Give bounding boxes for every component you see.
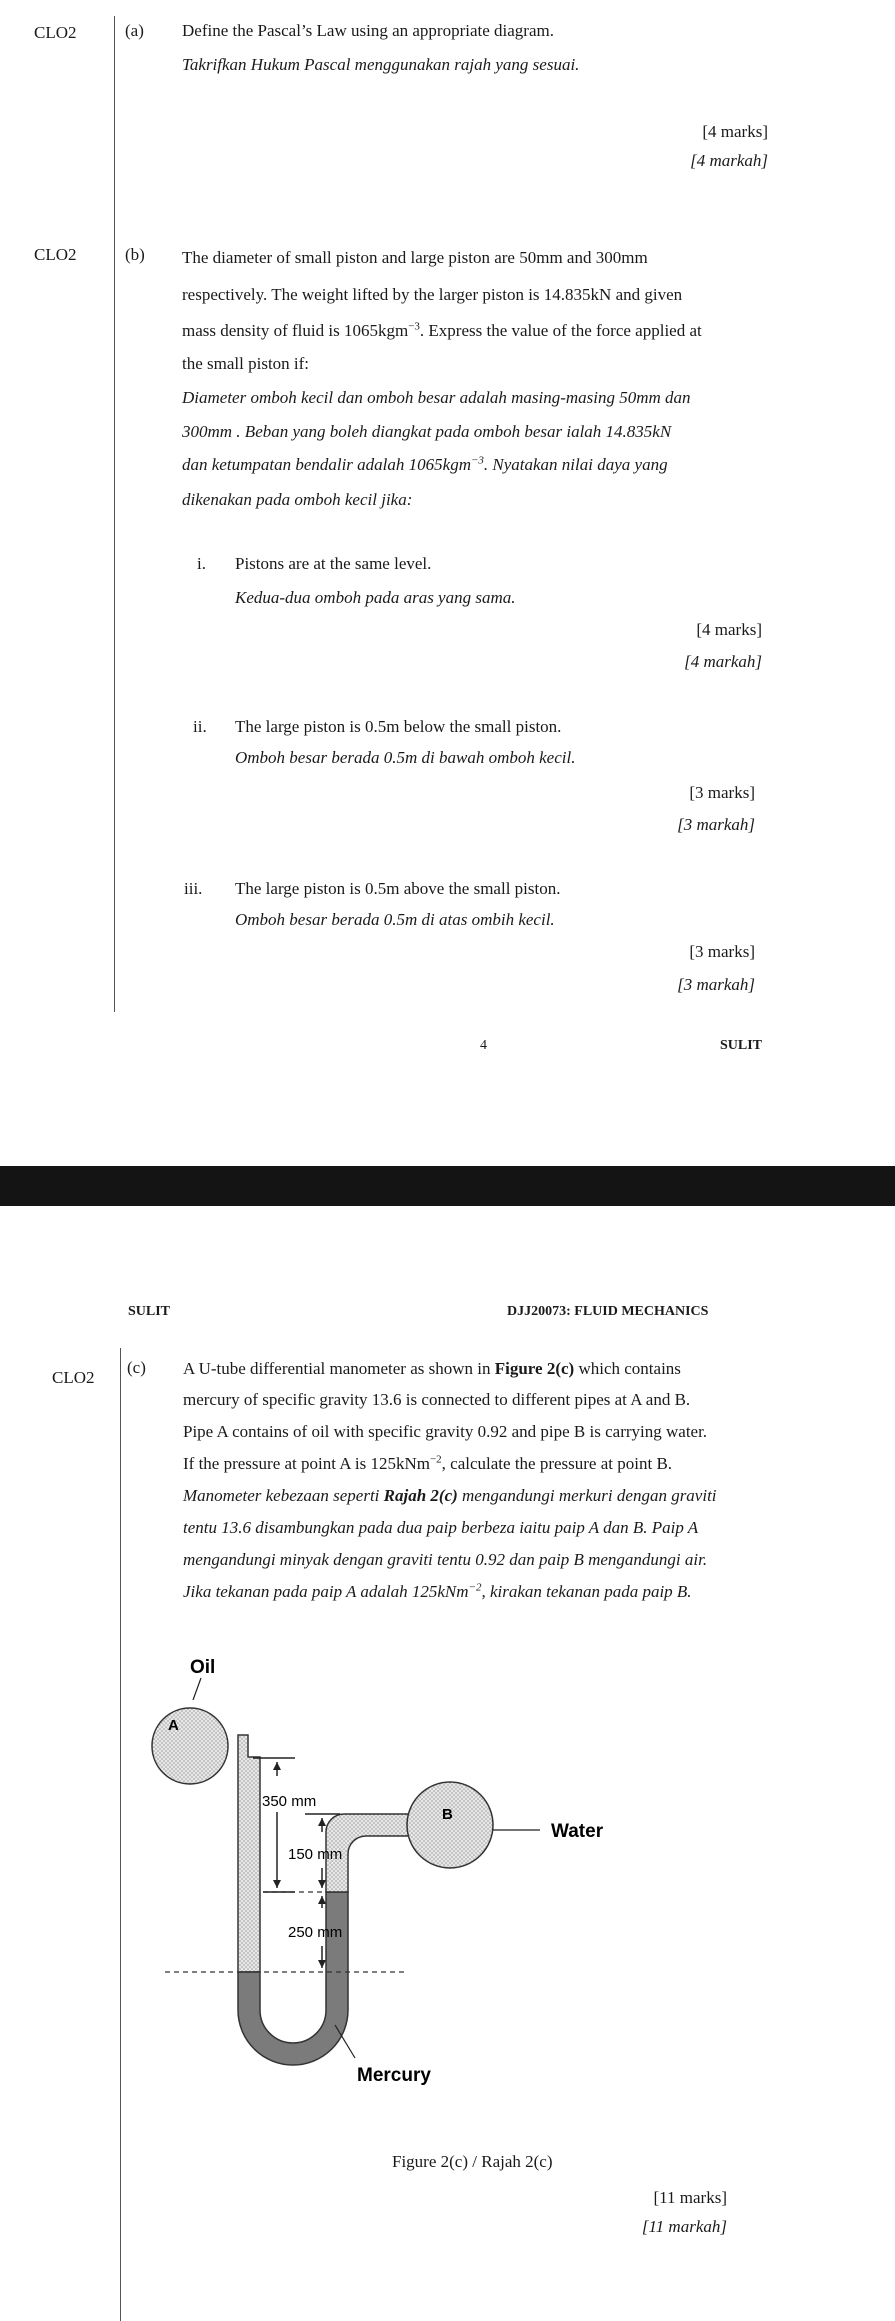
question-text-line: respectively. The weight lifted by the larger piston is 14.835kN and given bbox=[182, 285, 683, 304]
subpart-number: iii. bbox=[184, 879, 203, 898]
text-segment: If the pressure at point A is 125kNm bbox=[183, 1454, 430, 1473]
subpart-text: Pistons are at the same level. bbox=[235, 554, 432, 573]
pipe-a bbox=[152, 1708, 228, 1784]
marks-malay: [4 markah] bbox=[690, 151, 768, 170]
marks-malay: [11 markah] bbox=[641, 2217, 727, 2236]
question-text-line: mercury of specific gravity 13.6 is connected to different pipes at A and B. bbox=[183, 1390, 691, 1409]
sulit-footer: SULIT bbox=[720, 1038, 763, 1053]
text-segment: mengandungi merkuri dengan graviti bbox=[457, 1486, 717, 1505]
exponent: −3 bbox=[408, 320, 420, 333]
water-label: Water bbox=[551, 1821, 604, 1842]
question-label: (b) bbox=[125, 245, 145, 264]
question-text-line bbox=[183, 1454, 672, 1474]
water-region bbox=[326, 1782, 493, 1892]
figure-reference: Figure 2(c) bbox=[494, 1359, 575, 1378]
question-text-malay: Takrifkan Hukum Pascal menggunakan rajah yang sesuai. bbox=[182, 55, 580, 74]
marks-malay: [3 markah] bbox=[677, 975, 755, 994]
exponent: −3 bbox=[470, 454, 484, 467]
subpart-text-malay: Omboh besar berada 0.5m di atas ombih kecil. bbox=[235, 910, 555, 929]
text-segment: . Nyatakan nilai daya yang bbox=[483, 455, 668, 474]
marks: [11 marks] bbox=[653, 2188, 727, 2207]
subpart-number: ii. bbox=[193, 717, 207, 736]
question-text-line bbox=[183, 1359, 681, 1379]
dim-350-label: 350 mm bbox=[262, 1793, 317, 1810]
figure-caption: Figure 2(c) / Rajah 2(c) bbox=[392, 2152, 553, 2171]
marks: [3 marks] bbox=[689, 783, 755, 802]
manometer-figure bbox=[168, 1657, 795, 2120]
question-text-line: the small piston if: bbox=[182, 354, 310, 373]
text-segment: A U-tube differential manometer as shown in bbox=[183, 1359, 495, 1378]
subpart-text: The large piston is 0.5m above the small piston. bbox=[235, 879, 561, 898]
question-text-malay-line: 300mm . Beban yang boleh diangkat pada omboh besar ialah 14.835kN bbox=[182, 422, 672, 441]
question-text-line: The diameter of small piston and large piston are 50mm and 300mm bbox=[182, 248, 648, 267]
question-text-malay-line: Diameter omboh kecil dan omboh besar adalah masing-masing 50mm dan bbox=[182, 388, 691, 407]
question-text-malay-line: tentu 13.6 disambungkan pada dua paip berbeza iaitu paip A dan B. Paip A bbox=[183, 1518, 699, 1537]
subpart-text-malay: Kedua-dua omboh pada aras yang sama. bbox=[235, 588, 516, 607]
question-text-malay-line bbox=[182, 455, 668, 475]
marks: [4 marks] bbox=[696, 620, 762, 639]
question-text-malay-line bbox=[183, 1582, 692, 1602]
question-text-malay-line: mengandungi minyak dengan graviti tentu 0.92 dan paip B mengandungi air. bbox=[183, 1550, 708, 1569]
question-text-line bbox=[182, 321, 702, 341]
marks-malay: [3 markah] bbox=[677, 815, 755, 834]
text-segment: Manometer kebezaan seperti bbox=[183, 1486, 384, 1505]
text-segment: , calculate the pressure at point B. bbox=[441, 1454, 673, 1473]
figure-reference: Rajah 2(c) bbox=[383, 1486, 458, 1505]
mercury-label: Mercury bbox=[357, 2065, 431, 2086]
header-course: DJJ20073: FLUID MECHANICS bbox=[507, 1304, 709, 1319]
margin-line bbox=[120, 1348, 121, 2321]
header-sulit: SULIT bbox=[128, 1304, 171, 1319]
subpart-number: i. bbox=[197, 554, 206, 573]
question-text-malay-line: dikenakan pada omboh kecil jika: bbox=[182, 490, 413, 509]
exponent: −2 bbox=[429, 1453, 442, 1466]
marks: [4 marks] bbox=[702, 122, 768, 141]
dim-150-label: 150 mm bbox=[288, 1846, 343, 1863]
question-text-malay-line bbox=[183, 1486, 717, 1506]
text-segment: , kirakan tekanan pada paip B. bbox=[481, 1582, 692, 1601]
subpart-text-malay: Omboh besar berada 0.5m di bawah omboh kecil. bbox=[235, 748, 576, 767]
clo-label: CLO2 bbox=[52, 1368, 95, 1387]
question-text-line: Pipe A contains of oil with specific gravity 0.92 and pipe B is carrying water. bbox=[183, 1422, 708, 1441]
pipe-b bbox=[407, 1782, 493, 1868]
clo-label: CLO2 bbox=[34, 23, 77, 42]
page-separator bbox=[0, 1166, 895, 1206]
dim-250-label: 250 mm bbox=[288, 1924, 343, 1941]
question-text: Define the Pascal’s Law using an appropriate diagram. bbox=[182, 21, 554, 40]
oil-region bbox=[152, 1708, 260, 1972]
question-label: (a) bbox=[125, 21, 144, 40]
marks-malay: [4 markah] bbox=[684, 652, 762, 671]
text-segment: Jika tekanan pada paip A adalah 125kNm bbox=[183, 1582, 469, 1601]
text-segment: . Express the value of the force applied at bbox=[419, 321, 702, 340]
subpart-text: The large piston is 0.5m below the small piston. bbox=[235, 717, 562, 736]
clo-label: CLO2 bbox=[34, 245, 77, 264]
marks: [3 marks] bbox=[689, 942, 755, 961]
exponent: −2 bbox=[468, 1581, 482, 1594]
oil-label: Oil bbox=[190, 1657, 216, 1678]
page-number: 4 bbox=[480, 1038, 487, 1053]
point-a-label: A bbox=[168, 1717, 179, 1734]
text-segment: mass density of fluid is 1065kgm bbox=[182, 321, 409, 340]
point-b-label: B bbox=[442, 1806, 453, 1823]
text-segment: dan ketumpatan bendalir adalah 1065kgm bbox=[182, 455, 471, 474]
margin-line bbox=[114, 16, 115, 1012]
text-segment: which contains bbox=[574, 1359, 681, 1378]
oil-leader bbox=[193, 1678, 201, 1700]
question-label: (c) bbox=[127, 1358, 146, 1377]
left-limb-oil bbox=[238, 1735, 260, 1972]
